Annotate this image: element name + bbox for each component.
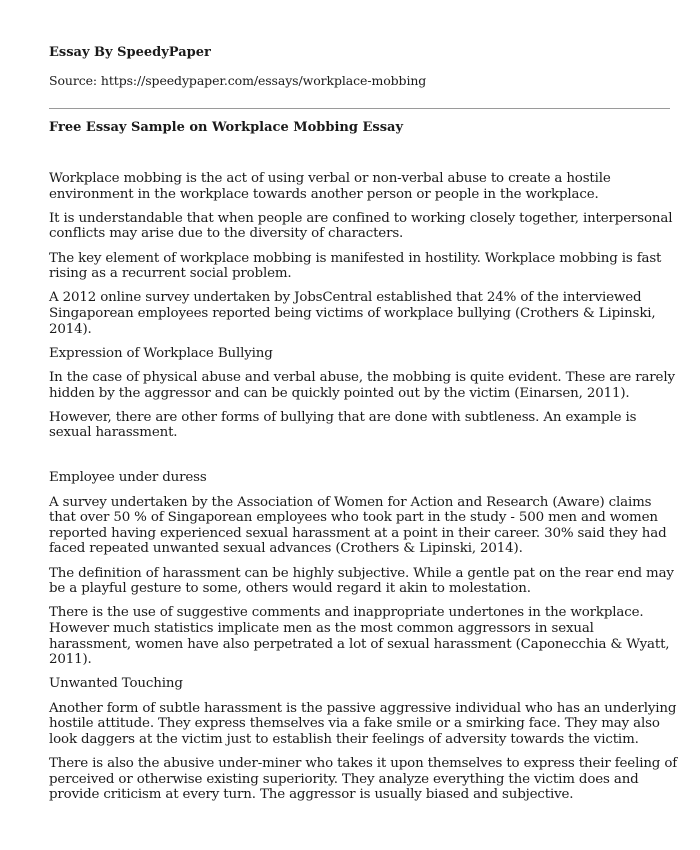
paragraph: It is understandable that when people are confined to working closely together, interpersonal conflicts may arise due to the diversity of characters. <box>49 210 673 242</box>
paragraph: The key element of workplace mobbing is manifested in hostility. Workplace mobbing is fast rising as a recurrent social problem. <box>49 250 662 282</box>
section-heading: Unwanted Touching <box>49 676 183 692</box>
paragraph: A survey undertaken by the Association of Women for Action and Research (Aware) claims that over 50 % of Singaporean employees who took part in the study - 500 men and women reported having experienced sexual harassment at a point in their career. 30% said they had faced repeated unwanted sexual advances (Crothers & Lipinski, 2014). <box>49 494 667 557</box>
paragraph: There is also the abusive under-miner who takes it upon themselves to express their feeling of perceived or otherwise existing superiority. They analyze everything the victim does and provide criticism at every turn. The aggressor is usually biased and subjective. <box>49 755 678 803</box>
header-divider <box>49 108 670 109</box>
paragraph: In the case of physical abuse and verbal abuse, the mobbing is quite evident. These are rarely hidden by the aggressor and can be quickly pointed out by the victim (Einarsen, 2011). <box>49 369 675 401</box>
section-heading: Expression of Workplace Bullying <box>49 345 273 361</box>
paragraph: There is the use of suggestive comments and inappropriate undertones in the workplace. However much statistics implicate men as the most common aggressors in sexual harassment, women have also perpetrated a lot of sexual harassment (Caponecchia & Wyatt, 2011). <box>49 605 670 668</box>
section-heading: Employee under duress <box>49 470 207 486</box>
paragraph-gap <box>49 449 678 470</box>
paragraph: Another form of subtle harassment is the passive aggressive individual who has an underlying hostile attitude. They express themselves via a fake smile or a smirking face. They may also look daggers at the victim just to establish their feelings of adversity towards the victim. <box>49 700 677 747</box>
paragraph: The definition of harassment can be highly subjective. While a gentle pat on the rear end may be a playful gesture to some, others would regard it akin to molestation. <box>49 565 674 597</box>
paragraph: Workplace mobbing is the act of using verbal or non-verbal abuse to create a hostile environment in the workplace towards another person or people in the workplace. <box>49 171 611 202</box>
paragraph: A 2012 online survey undertaken by JobsCentral established that 24% of the interviewed Singaporean employees reported being victims of workplace bullying (Crothers & Lipinski, 2014). <box>49 290 656 337</box>
essay-title: Free Essay Sample on Workplace Mobbing Essay <box>49 120 404 135</box>
paragraph: However, there are other forms of bullying that are done with subtleness. An example is sexual harassment. <box>49 409 637 441</box>
document-header-title: Essay By SpeedyPaper <box>49 45 211 60</box>
document-source-line: Source: https://speedypaper.com/essays/workplace-mobbing <box>49 73 427 88</box>
essay-body <box>49 171 678 811</box>
